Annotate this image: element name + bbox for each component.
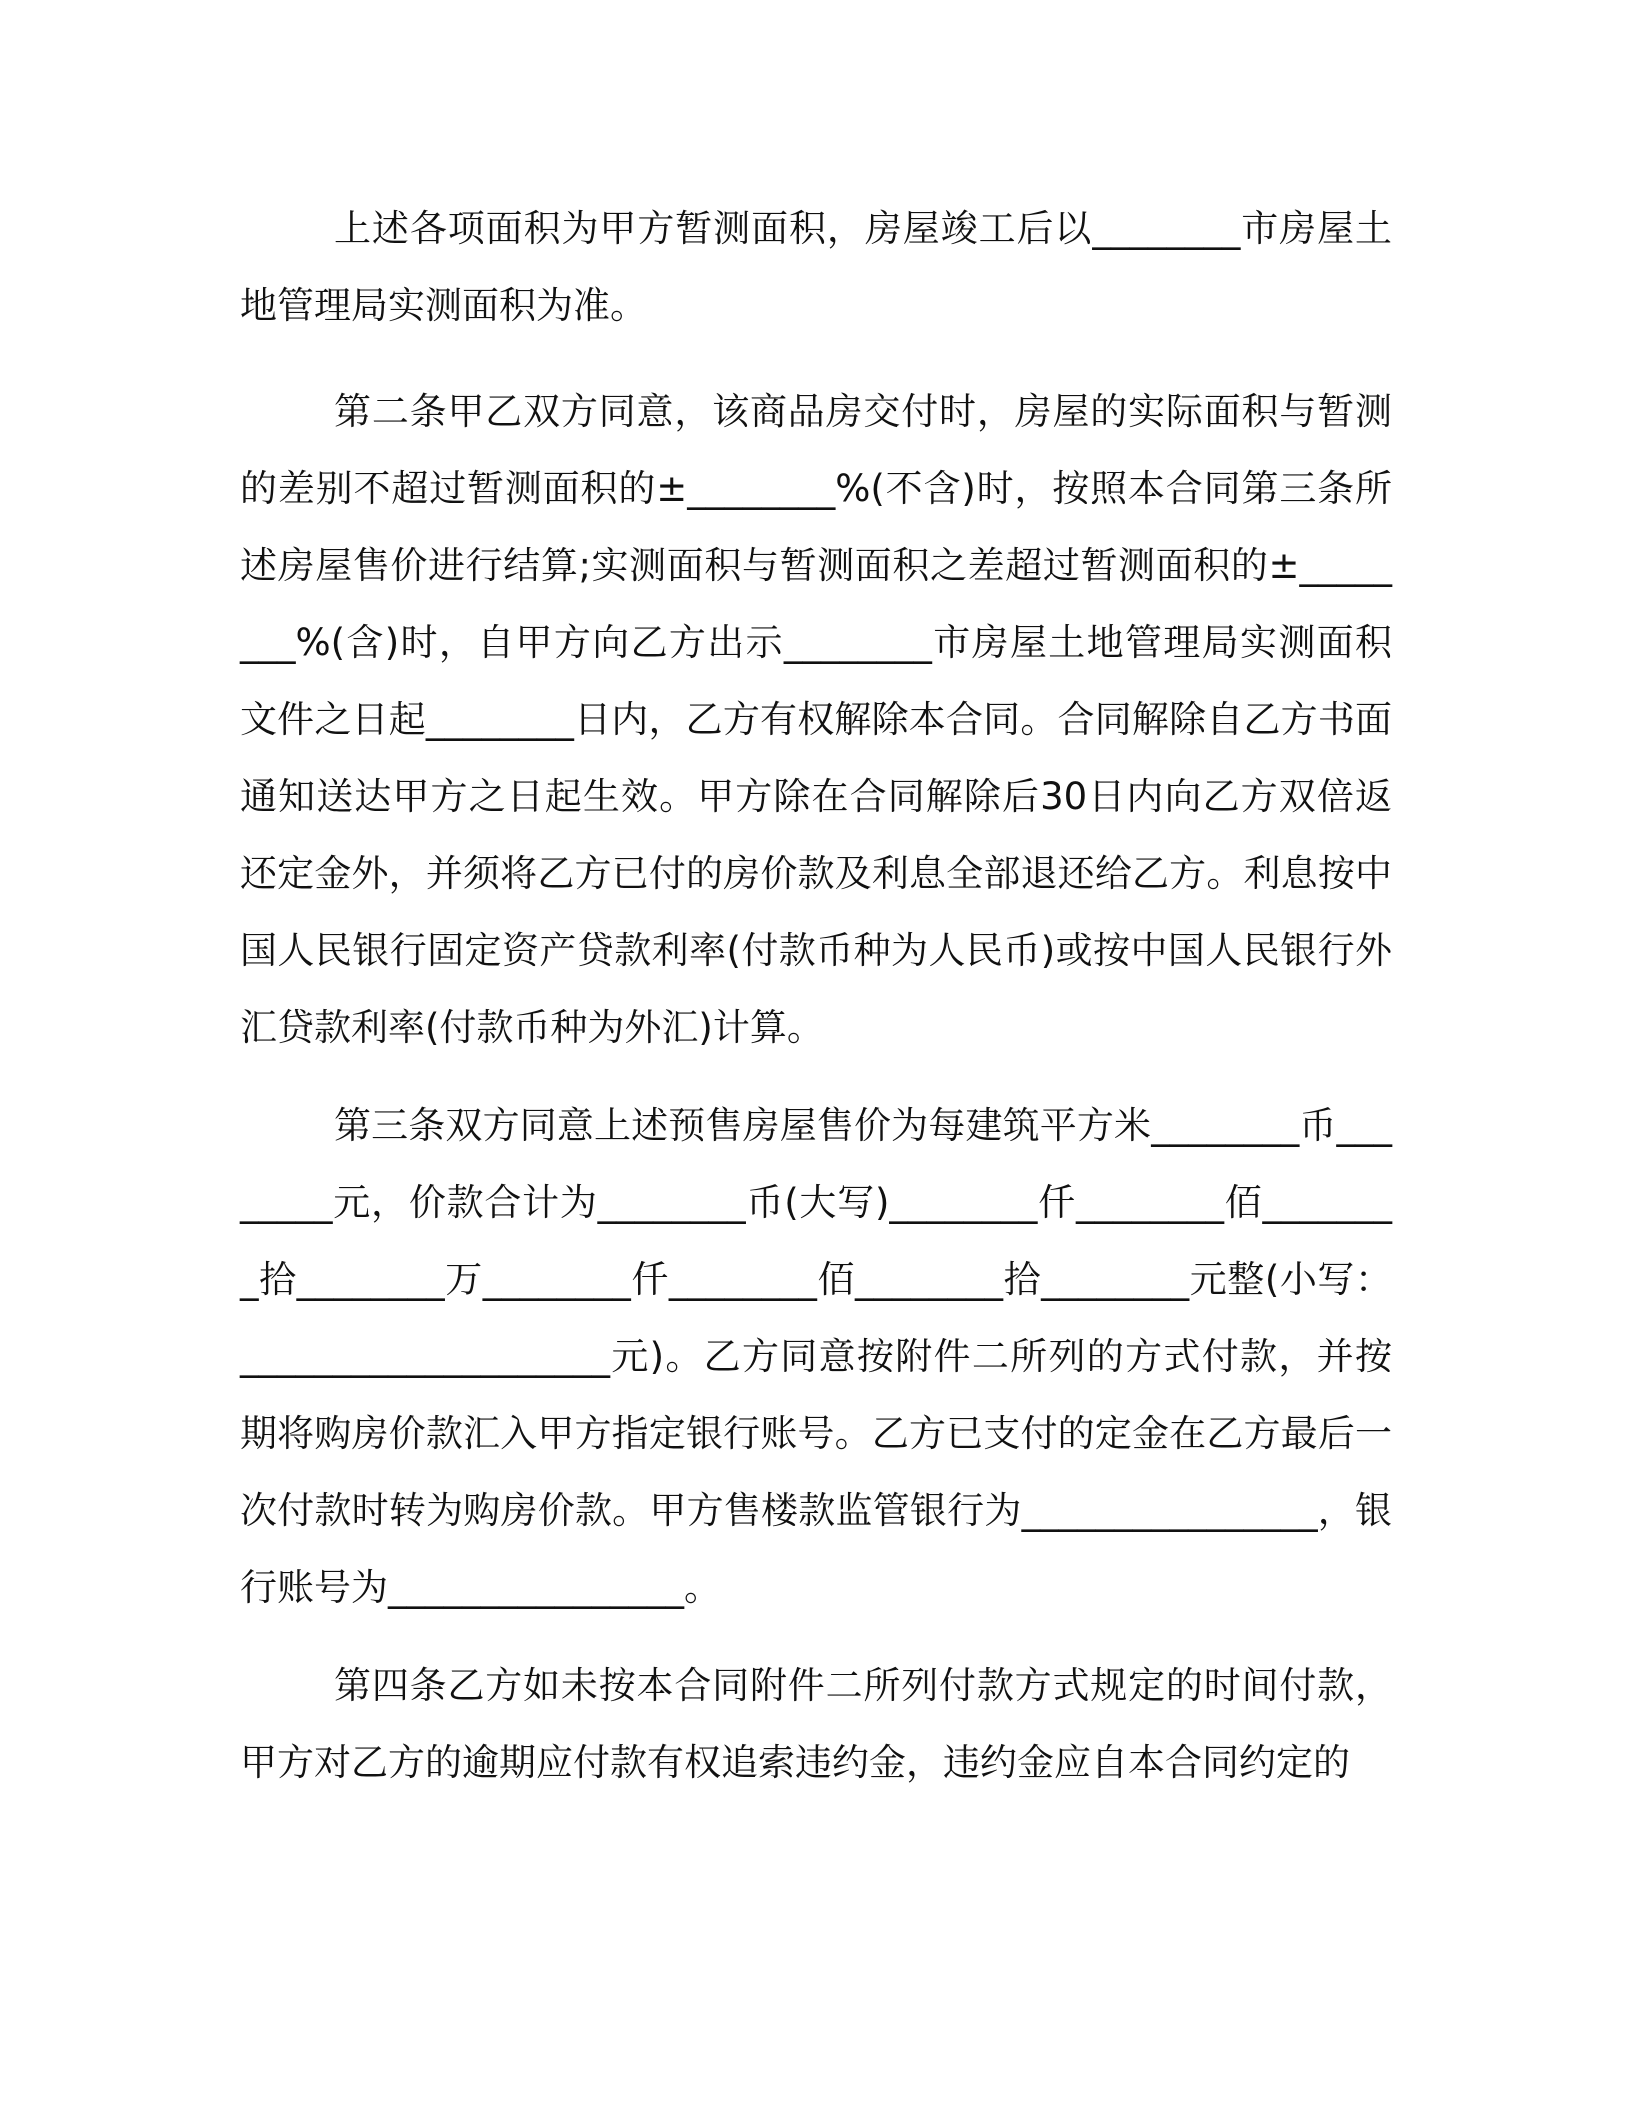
paragraph-article-4: 第四条乙方如未按本合同附件二所列付款方式规定的时间付款，甲方对乙方的逾期应付款有权追索违约金，违约金应自本合同约定的 bbox=[240, 1664, 1392, 1784]
document-body bbox=[240, 190, 1392, 1826]
paragraph-article-3: 第三条双方同意上述预售房屋售价为每建筑平方米________币________元，价款合计为________币(大写)________仟________佰________拾________万________仟________佰________拾________元整(小写：____________________元)。乙方同意按附件二所列的方式付款，并按期将购房价款汇入甲方指定银行账号。乙方已支付的定金在乙方最后一次付款时转为购房价款。甲方售楼款监管银行为________________，银行账号为________________。 bbox=[240, 1104, 1392, 1609]
paragraph-area-basis: 上述各项面积为甲方暂测面积，房屋竣工后以________市房屋土地管理局实测面积为准。 bbox=[240, 207, 1392, 327]
paragraph-article-2: 第二条甲乙双方同意，该商品房交付时，房屋的实际面积与暂测的差别不超过暂测面积的±________%(不含)时，按照本合同第三条所述房屋售价进行结算;实测面积与暂测面积之差超过暂测面积的±________%(含)时，自甲方向乙方出示________市房屋土地管理局实测面积文件之日起________日内，乙方有权解除本合同。合同解除自乙方书面通知送达甲方之日起生效。甲方除在合同解除后30日内向乙方双倍返还定金外，并须将乙方已付的房价款及利息全部退还给乙方。利息按中国人民银行固定资产贷款利率(付款币种为人民币)或按中国人民银行外汇贷款利率(付款币种为外汇)计算。 bbox=[240, 390, 1392, 1049]
